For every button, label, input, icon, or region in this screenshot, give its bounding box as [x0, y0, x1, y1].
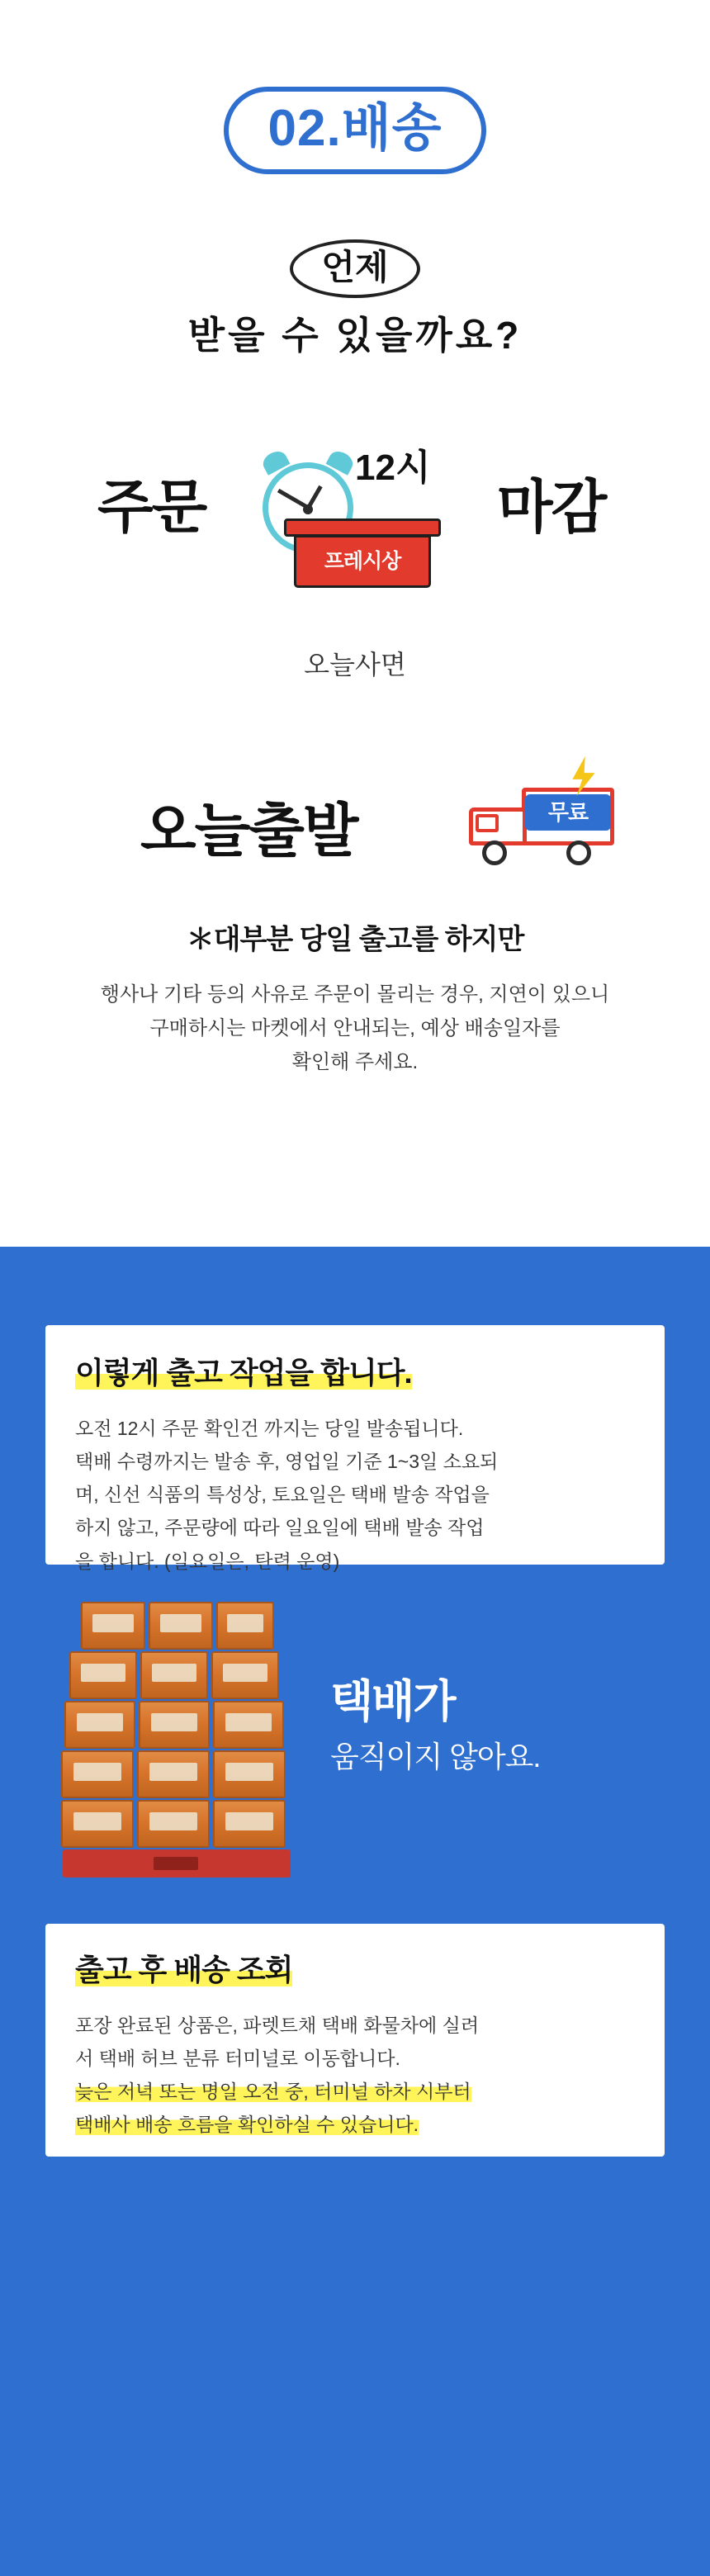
box-lid	[284, 519, 441, 537]
box-brand-label: 프레시상	[324, 550, 401, 573]
shipping-process-line-3: 며, 신선 식품의 특성상, 토요일은 택배 발송 작업을	[75, 1484, 490, 1506]
tracking-title-row	[75, 1950, 635, 1991]
question-oval: 언제	[290, 239, 419, 298]
truck-wheel-rear	[566, 841, 591, 865]
shipping-process-body	[75, 1412, 635, 1578]
step-badge-container	[0, 87, 710, 174]
pallet-box	[213, 1800, 286, 1848]
pallet-box	[137, 1800, 210, 1848]
pallet-base	[63, 1849, 291, 1878]
shipping-process-line-1: 오전 12시 주문 확인건 까지는 당일 발송됩니다.	[75, 1417, 464, 1439]
pallet-caption	[330, 1676, 677, 1776]
deadline-word-right: 마감	[497, 475, 606, 539]
delivery-truck-icon	[446, 756, 627, 880]
pallet-box	[216, 1602, 274, 1650]
top-white-section	[0, 0, 710, 1247]
shipping-process-line-2: 택배 수령까지는 발송 후, 영업일 기준 1~3일 소요되	[75, 1450, 499, 1472]
tracking-line-3	[75, 2075, 635, 2108]
pallet-box	[149, 1602, 213, 1650]
clock-center-pin	[303, 504, 313, 514]
tracking-line-4-text: 택배사 배송 흐름을 확인하실 수 있습니다.	[75, 2114, 419, 2136]
tracking-line-1: 포장 완료된 상품은, 파렛트채 택배 화물차에 실려	[75, 2014, 480, 2036]
pallet-box	[61, 1800, 134, 1848]
order-deadline-graphic	[0, 429, 710, 594]
tracking-card	[45, 1924, 665, 2157]
note-body-line-3: 확인해 주세요.	[291, 1050, 419, 1073]
question-oval-container	[0, 239, 710, 298]
pallet-box	[137, 1750, 210, 1798]
pallet-box	[140, 1651, 208, 1699]
pallet-row-2	[58, 1651, 297, 1702]
red-delivery-box-icon	[284, 519, 441, 590]
pallet-box	[64, 1701, 135, 1749]
note-body-line-2: 구매하시는 마켓에서 안내되는, 예상 배송일자를	[149, 1016, 561, 1039]
today-departure-graphic	[0, 727, 710, 883]
pallet-subline: 움직이지 않아요.	[330, 1740, 541, 1774]
blue-info-section	[0, 1247, 710, 2576]
shipping-process-card	[45, 1325, 665, 1572]
pallet-headline: 택배가	[330, 1677, 455, 1726]
pallet-box	[213, 1750, 286, 1798]
pallet-box	[139, 1701, 210, 1749]
shipping-process-line-5: 을 합니다. (일요일은, 탄력 운영)	[75, 1550, 340, 1572]
pallet-row-5	[58, 1800, 297, 1851]
free-shipping-badge: 무료	[525, 794, 611, 831]
question-headline: 받을 수 있을까요?	[187, 314, 523, 357]
departure-word: 오늘출발	[140, 798, 357, 863]
step-badge: 02.배송	[224, 87, 487, 174]
note-headline: ＊대부분 당일 출고를 하지만	[186, 924, 524, 955]
tracking-line-4	[75, 2108, 635, 2141]
pallet-row-1	[58, 1602, 297, 1653]
truck-window	[476, 814, 499, 832]
deadline-word-left: 주문	[97, 475, 206, 539]
deadline-hour-label: 12시	[355, 447, 431, 488]
pallet-box	[61, 1750, 134, 1798]
shipping-process-title-row	[75, 1353, 635, 1394]
pallet-box	[69, 1651, 137, 1699]
pallet-row-4	[58, 1750, 297, 1802]
pallet-box	[81, 1602, 145, 1650]
tracking-line-3-text: 늦은 저녁 또는 명일 오전 중, 터미널 하차 시부터	[75, 2081, 471, 2103]
truck-wheel-front	[482, 841, 507, 865]
tracking-title: 출고 후 배송 조회	[75, 1953, 293, 1986]
stacked-boxes-pallet-image	[58, 1602, 297, 1882]
shipping-process-line-4: 하지 않고, 주문량에 따라 일요일에 택배 발송 작업	[75, 1517, 485, 1539]
note-body	[0, 978, 710, 1079]
pallet-box	[211, 1651, 279, 1699]
note-body-line-1: 행사나 기타 등의 사유로 주문이 몰리는 경우, 지연이 있으니	[100, 983, 610, 1006]
pallet-row-3	[58, 1701, 297, 1752]
pallet-box	[213, 1701, 284, 1749]
tracking-body	[75, 2009, 635, 2142]
today-buy-text: 오늘사면	[304, 650, 406, 680]
shipping-process-title: 이렇게 출고 작업을 합니다.	[75, 1356, 412, 1390]
tracking-line-2: 서 택배 허브 분류 터미널로 이동합니다.	[75, 2047, 400, 2069]
